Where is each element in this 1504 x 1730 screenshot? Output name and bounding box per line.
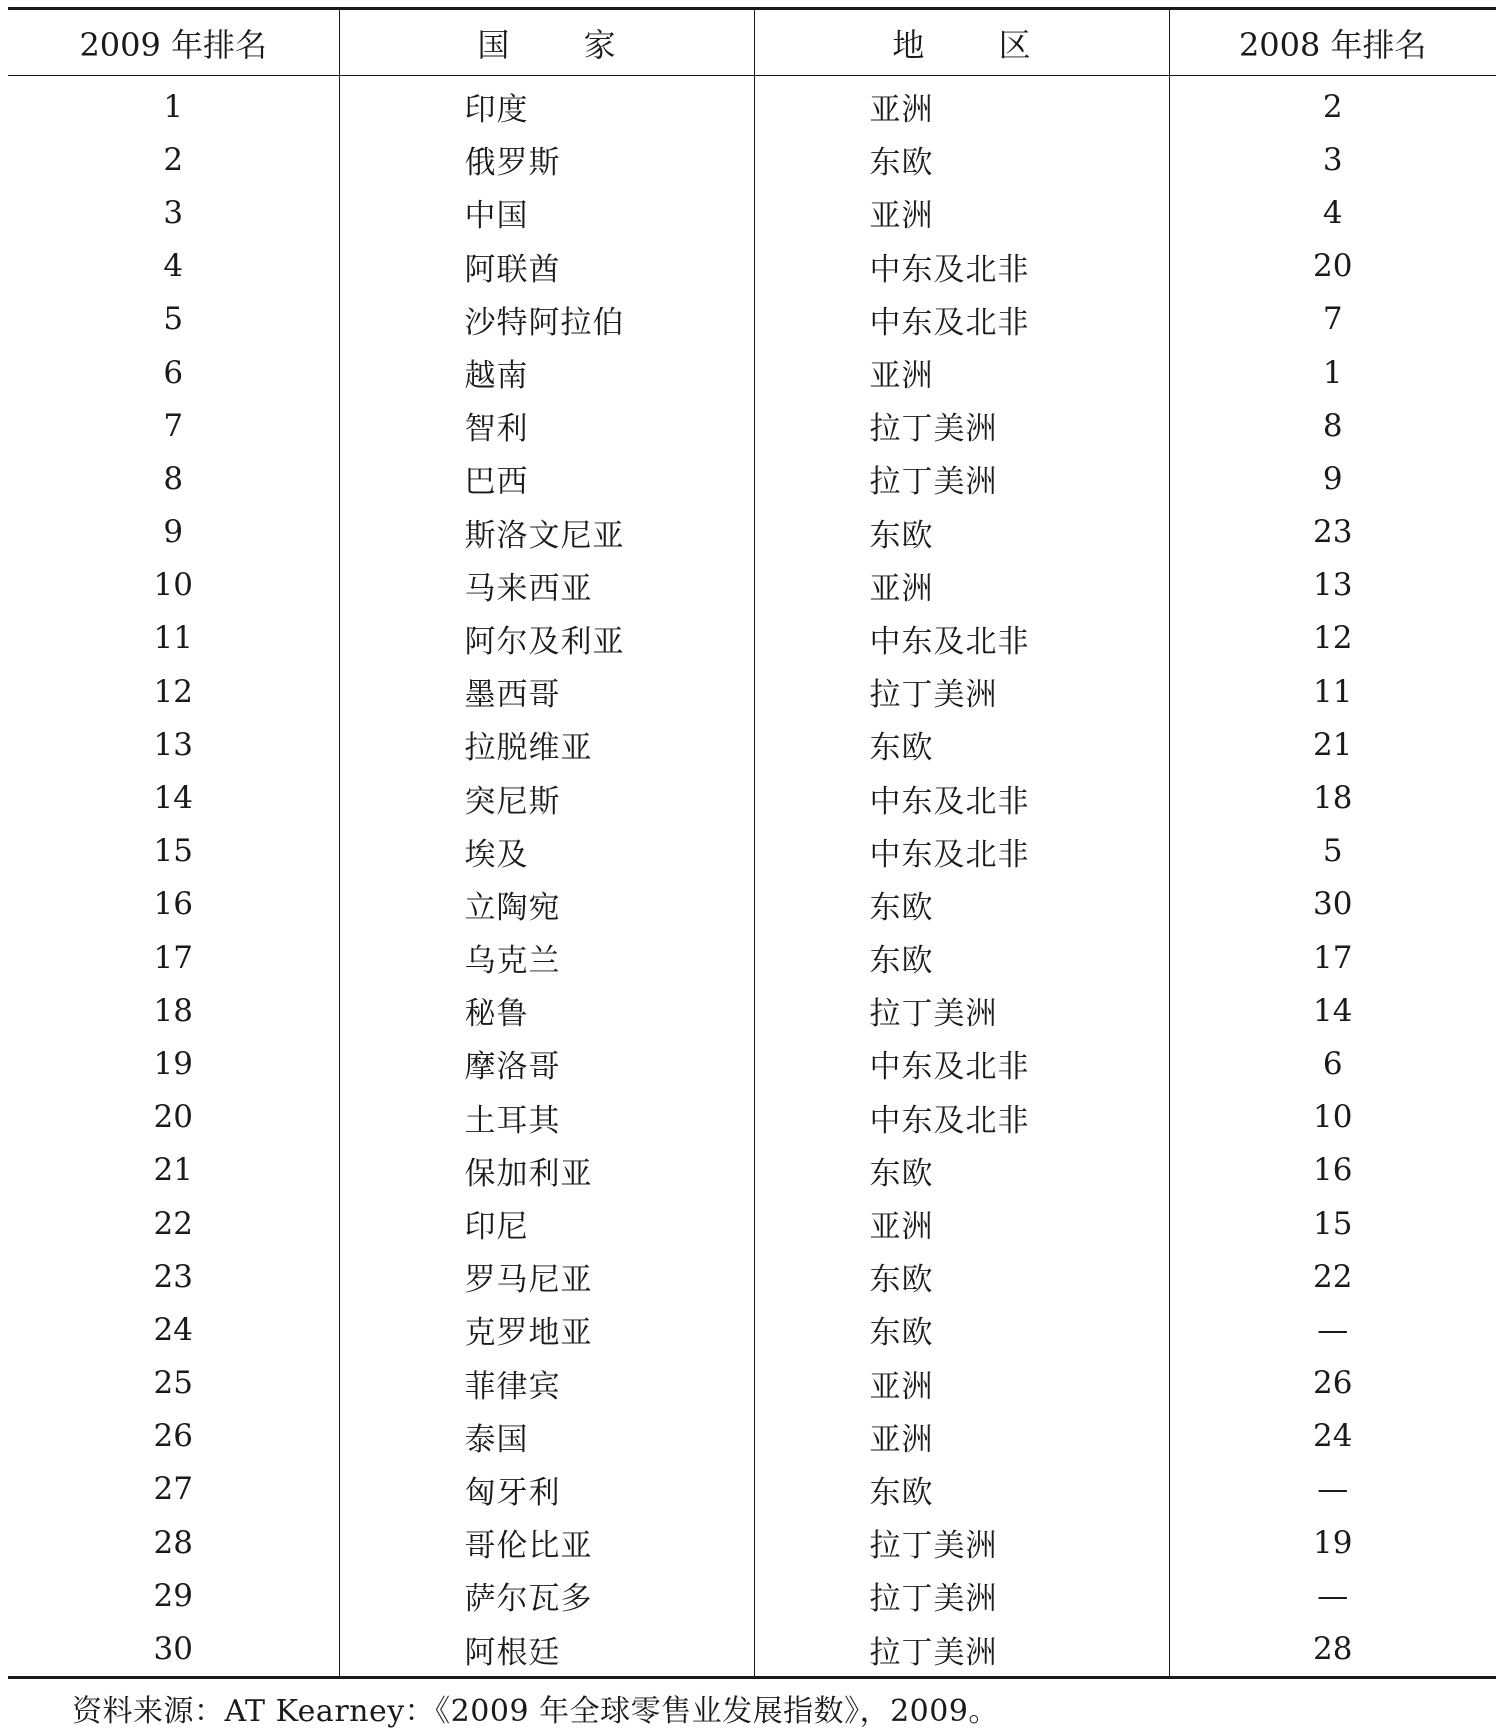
cell-country: 乌克兰 bbox=[339, 931, 754, 984]
cell-rank-2008: 22 bbox=[1313, 1258, 1353, 1295]
cell-country: 马来西亚 bbox=[339, 559, 754, 612]
cell-rank-2008: 19 bbox=[1313, 1524, 1353, 1561]
cell-rank-2009: 19 bbox=[8, 1037, 339, 1090]
table-row bbox=[8, 771, 1496, 824]
cell-rank-2009: 10 bbox=[8, 559, 339, 612]
cell-rank-2009: 12 bbox=[8, 665, 339, 718]
table-row bbox=[8, 186, 1496, 239]
cell-rank-2009: 3 bbox=[8, 186, 339, 239]
cell-country: 智利 bbox=[339, 399, 754, 452]
cell-rank-2008: 13 bbox=[1313, 567, 1353, 604]
cell-rank-2009: 28 bbox=[8, 1516, 339, 1569]
cell-country: 哥伦比亚 bbox=[339, 1516, 754, 1569]
cell-rank-2008: 12 bbox=[1313, 620, 1353, 657]
cell-region: 亚洲 bbox=[754, 346, 1169, 399]
cell-country: 摩洛哥 bbox=[339, 1037, 754, 1090]
cell-region: 亚洲 bbox=[754, 1197, 1169, 1250]
cell-region: 拉丁美洲 bbox=[754, 665, 1169, 718]
header-region: 地 区 bbox=[754, 9, 1169, 76]
cell-rank-2008: 3 bbox=[1322, 141, 1343, 178]
cell-country: 沙特阿拉伯 bbox=[339, 293, 754, 346]
cell-rank-2009: 7 bbox=[8, 399, 339, 452]
cell-rank-2008: 15 bbox=[1313, 1205, 1353, 1242]
cell-region: 拉丁美洲 bbox=[754, 1569, 1169, 1622]
table-row bbox=[8, 1463, 1496, 1516]
cell-rank-2009: 16 bbox=[8, 878, 339, 931]
cell-region: 中东及北非 bbox=[754, 1091, 1169, 1144]
table-row bbox=[8, 612, 1496, 665]
table-header bbox=[8, 9, 1496, 76]
cell-rank-2008: 17 bbox=[1313, 939, 1353, 976]
cell-rank-2009: 14 bbox=[8, 771, 339, 824]
cell-rank-2009: 22 bbox=[8, 1197, 339, 1250]
cell-rank-2009: 2 bbox=[8, 133, 339, 186]
table-row bbox=[8, 878, 1496, 931]
cell-rank-2009: 26 bbox=[8, 1410, 339, 1463]
cell-country: 阿尔及利亚 bbox=[339, 612, 754, 665]
table-row bbox=[8, 984, 1496, 1037]
cell-country: 斯洛文尼亚 bbox=[339, 506, 754, 559]
cell-rank-2009: 23 bbox=[8, 1250, 339, 1303]
cell-rank-2009: 18 bbox=[8, 984, 339, 1037]
cell-region: 中东及北非 bbox=[754, 240, 1169, 293]
table-row bbox=[8, 1357, 1496, 1410]
table-row bbox=[8, 1037, 1496, 1090]
cell-country: 拉脱维亚 bbox=[339, 718, 754, 771]
table-row bbox=[8, 346, 1496, 399]
cell-region: 拉丁美洲 bbox=[754, 399, 1169, 452]
cell-rank-2009: 24 bbox=[8, 1303, 339, 1356]
table-row bbox=[8, 665, 1496, 718]
cell-region: 东欧 bbox=[754, 1463, 1169, 1516]
cell-country: 克罗地亚 bbox=[339, 1303, 754, 1356]
cell-country: 突尼斯 bbox=[339, 771, 754, 824]
cell-region: 中东及北非 bbox=[754, 771, 1169, 824]
cell-country: 匈牙利 bbox=[339, 1463, 754, 1516]
cell-rank-2008: 21 bbox=[1313, 726, 1353, 763]
cell-rank-2008: 18 bbox=[1313, 780, 1353, 817]
cell-rank-2008: 24 bbox=[1313, 1418, 1353, 1455]
header-row bbox=[8, 9, 1496, 76]
cell-rank-2009: 4 bbox=[8, 240, 339, 293]
cell-rank-2009: 9 bbox=[8, 506, 339, 559]
cell-region: 东欧 bbox=[754, 133, 1169, 186]
cell-rank-2009: 30 bbox=[8, 1622, 339, 1677]
table-row bbox=[8, 1091, 1496, 1144]
cell-country: 保加利亚 bbox=[339, 1144, 754, 1197]
table-row bbox=[8, 76, 1496, 134]
table-row bbox=[8, 1144, 1496, 1197]
cell-rank-2008: 20 bbox=[1313, 248, 1353, 285]
cell-rank-2008: 30 bbox=[1313, 886, 1353, 923]
table-row bbox=[8, 293, 1496, 346]
table-row bbox=[8, 559, 1496, 612]
cell-region: 亚洲 bbox=[754, 1410, 1169, 1463]
table-row bbox=[8, 1303, 1496, 1356]
cell-rank-2008: 5 bbox=[1322, 833, 1343, 870]
cell-rank-2008: 28 bbox=[1313, 1631, 1353, 1668]
cell-rank-2009: 21 bbox=[8, 1144, 339, 1197]
table-row bbox=[8, 506, 1496, 559]
cell-region: 东欧 bbox=[754, 1303, 1169, 1356]
cell-country: 泰国 bbox=[339, 1410, 754, 1463]
cell-region: 东欧 bbox=[754, 1144, 1169, 1197]
header-country: 国 家 bbox=[339, 9, 754, 76]
cell-country: 印尼 bbox=[339, 1197, 754, 1250]
cell-rank-2008: 26 bbox=[1313, 1365, 1353, 1402]
cell-rank-2009: 5 bbox=[8, 293, 339, 346]
cell-region: 亚洲 bbox=[754, 76, 1169, 134]
cell-country: 土耳其 bbox=[339, 1091, 754, 1144]
cell-rank-2009: 20 bbox=[8, 1091, 339, 1144]
cell-rank-2009: 13 bbox=[8, 718, 339, 771]
cell-country: 罗马尼亚 bbox=[339, 1250, 754, 1303]
cell-rank-2009: 1 bbox=[8, 76, 339, 134]
cell-country: 越南 bbox=[339, 346, 754, 399]
cell-rank-2009: 29 bbox=[8, 1569, 339, 1622]
cell-country: 巴西 bbox=[339, 452, 754, 505]
cell-rank-2008: 10 bbox=[1313, 1099, 1353, 1136]
cell-region: 东欧 bbox=[754, 931, 1169, 984]
cell-region: 中东及北非 bbox=[754, 612, 1169, 665]
cell-region: 拉丁美洲 bbox=[754, 1622, 1169, 1677]
table-row bbox=[8, 1250, 1496, 1303]
cell-rank-2008: — bbox=[1317, 1311, 1349, 1348]
cell-rank-2008: — bbox=[1317, 1577, 1349, 1614]
cell-country: 阿联酋 bbox=[339, 240, 754, 293]
table-row bbox=[8, 1197, 1496, 1250]
source-note: 资料来源：AT Kearney：《2009 年全球零售业发展指数》，2009。 bbox=[72, 1694, 999, 1729]
cell-rank-2008: 14 bbox=[1313, 992, 1353, 1029]
ranking-table bbox=[8, 7, 1496, 1679]
table-row bbox=[8, 399, 1496, 452]
cell-region: 中东及北非 bbox=[754, 293, 1169, 346]
cell-country: 埃及 bbox=[339, 825, 754, 878]
table-body bbox=[8, 76, 1496, 1678]
table-row bbox=[8, 1410, 1496, 1463]
cell-rank-2009: 8 bbox=[8, 452, 339, 505]
cell-rank-2008: 2 bbox=[1322, 88, 1343, 125]
cell-rank-2008: 11 bbox=[1313, 673, 1353, 710]
cell-rank-2008: 6 bbox=[1322, 1045, 1343, 1082]
table-row bbox=[8, 133, 1496, 186]
table-row bbox=[8, 931, 1496, 984]
header-rank-2008: 2008 年排名 bbox=[1169, 9, 1496, 76]
cell-region: 拉丁美洲 bbox=[754, 984, 1169, 1037]
cell-region: 东欧 bbox=[754, 878, 1169, 931]
cell-region: 中东及北非 bbox=[754, 825, 1169, 878]
cell-rank-2009: 17 bbox=[8, 931, 339, 984]
cell-country: 菲律宾 bbox=[339, 1357, 754, 1410]
cell-country: 阿根廷 bbox=[339, 1622, 754, 1677]
cell-region: 东欧 bbox=[754, 718, 1169, 771]
cell-rank-2008: 16 bbox=[1313, 1152, 1353, 1189]
cell-region: 东欧 bbox=[754, 1250, 1169, 1303]
cell-rank-2008: 8 bbox=[1322, 407, 1343, 444]
cell-country: 墨西哥 bbox=[339, 665, 754, 718]
table-row bbox=[8, 1569, 1496, 1622]
cell-region: 亚洲 bbox=[754, 559, 1169, 612]
cell-country: 中国 bbox=[339, 186, 754, 239]
table-row bbox=[8, 240, 1496, 293]
cell-country: 立陶宛 bbox=[339, 878, 754, 931]
cell-region: 东欧 bbox=[754, 506, 1169, 559]
table-row bbox=[8, 718, 1496, 771]
cell-rank-2009: 6 bbox=[8, 346, 339, 399]
cell-region: 亚洲 bbox=[754, 1357, 1169, 1410]
cell-rank-2008: 1 bbox=[1322, 354, 1343, 391]
cell-country: 俄罗斯 bbox=[339, 133, 754, 186]
cell-country: 秘鲁 bbox=[339, 984, 754, 1037]
cell-rank-2009: 11 bbox=[8, 612, 339, 665]
cell-region: 拉丁美洲 bbox=[754, 1516, 1169, 1569]
cell-region: 中东及北非 bbox=[754, 1037, 1169, 1090]
table-row bbox=[8, 825, 1496, 878]
cell-rank-2008: — bbox=[1317, 1471, 1349, 1508]
cell-country: 萨尔瓦多 bbox=[339, 1569, 754, 1622]
cell-region: 拉丁美洲 bbox=[754, 452, 1169, 505]
cell-rank-2008: 4 bbox=[1322, 194, 1343, 231]
cell-rank-2008: 7 bbox=[1322, 301, 1343, 338]
cell-rank-2009: 15 bbox=[8, 825, 339, 878]
cell-rank-2008: 9 bbox=[1322, 460, 1343, 497]
table-row bbox=[8, 1516, 1496, 1569]
cell-rank-2009: 27 bbox=[8, 1463, 339, 1516]
cell-country: 印度 bbox=[339, 76, 754, 134]
table-row bbox=[8, 452, 1496, 505]
table-row bbox=[8, 1622, 1496, 1677]
cell-rank-2009: 25 bbox=[8, 1357, 339, 1410]
cell-region: 亚洲 bbox=[754, 186, 1169, 239]
header-rank-2009: 2009 年排名 bbox=[8, 9, 339, 76]
cell-rank-2008: 23 bbox=[1313, 514, 1353, 551]
